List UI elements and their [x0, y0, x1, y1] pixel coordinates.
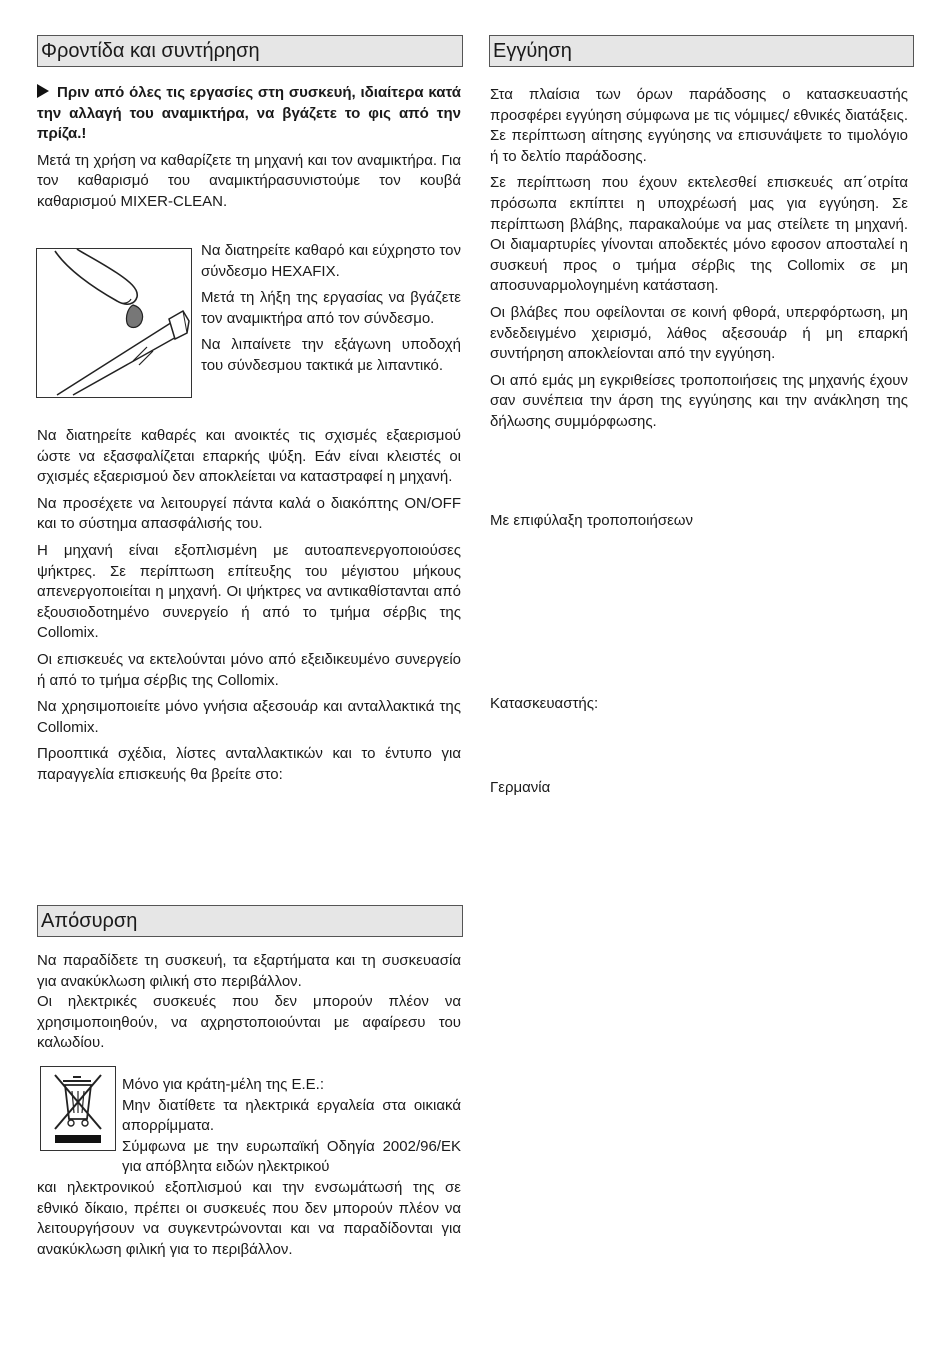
warranty-paragraph-4: Οι από εμάς μη εγκριθείσες τροποποιήσεις της μηχανής έχουν σαν συνέπεια την άρση της εγγύησης και την ανάκληση της δήλωσης συμμόρφωσης. [490, 371, 908, 430]
warranty-paragraph-1: Στα πλαίσια των όρων παράδοσης ο κατασκευαστής προσφέρει εγγύηση σύμφωνα με τις νόμιμες/ εθνικές διατάξεις. Σε περίπτωση αίτησης εγγύησης να επισυνάψετε το τιμολόγιο ή το δελτίο παράδοσης. [490, 86, 908, 165]
care-warning [37, 83, 461, 145]
care-paragraph-3: Να προσέχετε να λειτουργεί πάντα καλά ο διακόπτης ON/OFF και το σύστημα απασφάλισής του. [37, 494, 461, 533]
care-section [37, 83, 461, 219]
care-paragraph-6: Να χρησιμοποιείτε μόνο γνήσια αξεσουάρ και ανταλλακτικά της Collomix. [37, 698, 461, 736]
care-paragraph-2: Να διατηρείτε καθαρές και ανοικτές τις σχισμές εξαερισμού ώστε να εξασφαλίζεται επαρκής ψύξη. Εάν είναι κλειστές οι σχισμές εξαερισμού δεν αποκλείεται να καταστραφεί η μηχανή. [37, 427, 461, 486]
warranty-section [490, 85, 908, 439]
eu-notice-line-3b: και ηλεκτρονικού εξοπλισμού και την ενσωμάτωσή της σε εθνικό δίκαιο, πρέπει οι συσκευές που δεν μπορούν πλέον να λειτουργήσουν να συγκεντρώνονται και να παραδίδονται για ανακύκλωση φιλική για το περιβάλλον. [37, 1179, 461, 1258]
warranty-paragraph-2: Σε περίπτωση που έχουν εκτελεσθεί επισκευές απ΄οτρίτα πρόσωπα εκπίπτει η υποχρέωσή μας για εγγύηση. Σε περίπτωση βλάβης, παρακαλούμε να μας στείλετε τη μηχανή. Οι διαμαρτυρίες γίνονται αποδεκτές μόνο εφοσον αποσταλεί η συσκευή προς ο τμήμα σέρβις της Collomix σε μη αποσυναρμολογημένη κατάσταση. [490, 174, 908, 295]
weee-symbol-box [40, 1066, 116, 1151]
care-paragraph-1: Μετά τη χρήση να καθαρίζετε τη μηχανή και τον αναμικτήρα. Για τον καθαρισμό του αναμικτήρασυνιστούμε τον κουβά καθαρισμού MIXER-CLEAN. [37, 151, 461, 210]
disposal-paragraph-2: Οι ηλεκτρικές συσκευές που δεν μπορούν πλέον να χρησιμοποιηθούν, να αχρηστοποιούνται με αφαίρεσυ του καλωδίου. [37, 993, 461, 1052]
eu-notice-line-3a: Σύμφωνα με την ευρωπαϊκή Οδηγία 2002/96/ΕΚ για απόβλητα ειδών ηλεκτρικού [122, 1137, 461, 1176]
crossed-out-wheelie-bin-icon [41, 1067, 114, 1149]
hexafix-illustration [36, 248, 192, 398]
warranty-heading: Εγγύηση [489, 35, 914, 67]
disposal-heading: Απόσυρση [37, 905, 463, 937]
hexafix-note-2: Μετά τη λήξη της εργασίας να βγάζετε τον αναμικτήρα από τον σύνδεσμο. [201, 289, 461, 327]
hexafix-note-1: Να διατηρείτε καθαρό και εύχρηστο τον σύνδεσμο HEXAFIX. [201, 242, 461, 280]
eu-notice-line-2: Μην διατίθετε τα ηλεκτρικά εργαλεία στα οικιακά απορρίμματα. [122, 1096, 461, 1135]
care-section-continued [37, 426, 461, 792]
reservation-note: Με επιφύλαξη τροποποιήσεων [490, 512, 693, 529]
manufacturer-country: Γερμανία [490, 779, 551, 796]
care-warning-text: Πριν από όλες τις εργασίες στη συσκευή, ιδιαίτερα κατά την αλλαγή του αναμικτήρα, να βγάζετε το φις από την πρίζα.! [37, 84, 461, 143]
eu-notice-line-1: Μόνο για κράτη-μέλη της Ε.Ε.: [122, 1076, 325, 1093]
warranty-paragraph-3: Οι βλάβες που οφείλονται σε κοινή φθορά, υπερφόρτωση, μη ενδεδειγμένο χειρισμό, λάθος αξεσουάρ ή μη επαρκή συντήρηση αποκλείονται από την εγγύηση. [490, 303, 908, 363]
care-paragraph-5: Οι επισκευές να εκτελούνται μόνο από εξειδικευμένο συνεργείο ή από το τμήμα σέρβις της Collomix. [37, 650, 461, 689]
disposal-section [37, 951, 461, 1060]
eu-notice-continued [37, 1178, 461, 1266]
care-heading: Φροντίδα και συντήρηση [37, 35, 463, 67]
hexafix-notes [201, 241, 461, 383]
disposal-paragraph-1: Να παραδίδετε τη συσκευή, τα εξαρτήματα και τη συσκευασία για ανακύκλωση φιλική στο περιβάλλον. [37, 952, 461, 990]
eu-notice [122, 1075, 461, 1178]
warning-triangle-icon [37, 84, 49, 98]
hexafix-note-3: Να λιπαίνετε την εξάγωνη υποδοχή του σύνδεσμου τακτικά με λιπαντικό. [201, 336, 461, 374]
greasing-hexafix-icon [37, 249, 190, 396]
manufacturer-label: Κατασκευαστής: [490, 695, 599, 712]
care-paragraph-4: Η μηχανή είναι εξοπλισμένη με αυτοαπενεργοποιούσες ψήκτρες. Σε περίπτωση επίτευξης του μέγιστου μήκους απενεργοποιείται η μηχανή. Οι ψήκτρες να αντικαθίστανται από εξουσιοδοτημένο συνεργείο ή από το τμήμα σέρβις της Collomix. [37, 541, 461, 642]
care-paragraph-7: Προοπτικά σχέδια, λίστες ανταλλακτικών και το έντυπο για παραγγελία επισκευής θα βρείτε στο: [37, 745, 461, 783]
